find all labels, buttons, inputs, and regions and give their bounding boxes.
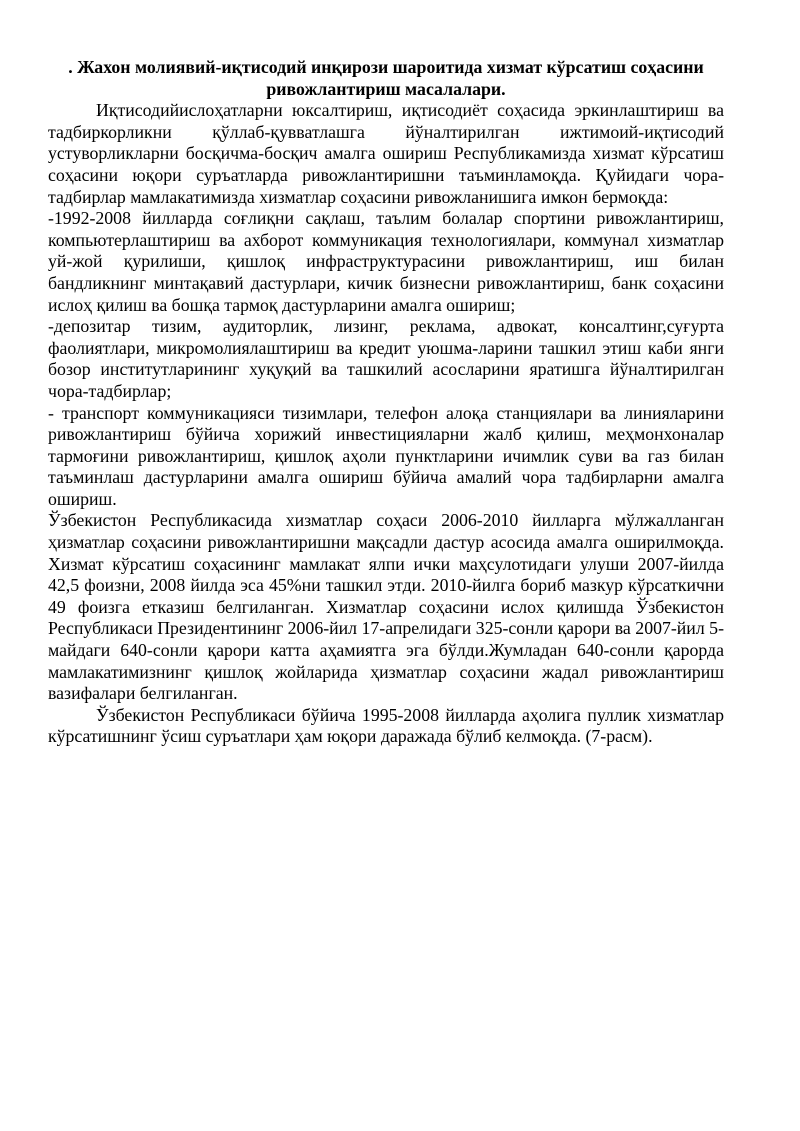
document-title-line-2: ривожлантириш масалалари. bbox=[266, 78, 506, 99]
paragraph-list-item-programs: -1992-2008 йилларда соғлиқни сақлаш, таълим болалар спортини ривожлантириш, компьютерлаштириш ва ахборот коммуникация технологиялари, коммунал хизматлар уй-жой қурилиши, қишлоқ инфраструктурасини ривожлантириш, иш билан бандликнинг минтақавий дастурлари, кичик бизнесни ривожлантириш, банк соҳасини ислоҳ қилиш ва бошқа тармоқ дастурларини амалга ошириш; bbox=[48, 208, 724, 315]
paragraph-list-item-transport: - транспорт коммуникацияси тизимлари, телефон алоқа станциялари ва линияларини ривожлантириш бўйича хорижий инвестицияларни жалб қилиш, меҳмонхоналар тармоғини ривожлантириш, қишлоқ аҳоли пунктларини ичимлик суви ва газ билан таъминлаш дастурларини амалга ошириш бўйича амалий чора тадбирларни амалга ошириш. bbox=[48, 402, 724, 509]
document-title-line-1: . Жахон молиявий-иқтисодий инқирози шароитида хизмат кўрсатиш соҳасини bbox=[68, 57, 704, 77]
paragraph-intro: Иқтисодийислоҳатларни юксалтириш, иқтисодиёт соҳасида эркинлаштириш ва тадбиркорликни қўллаб-қувватлашга йўналтирилган ижтимоий-иқтисодий устуворликларни босқичма-босқич амалга ошириш Республикамизда хизмат кўрсатиш соҳасини юқори суръатларда ривожлантиришни таъминламоқда. Қуйидаги чора-тадбирлар мамлакатимизда хизматлар соҳасини ривожланишига имкон бермоқда: bbox=[48, 100, 724, 207]
document-page bbox=[48, 57, 724, 748]
paragraph-list-item-institutions: -депозитар тизим, аудиторлик, лизинг, реклама, адвокат, консалтинг,суғурта фаолиятлари, микромолиялаштириш ва кредит уюшма-ларини ташкил этиш каби янги бозор институтларининг хуқуқий ва ташкилий асосларини яратишга йўналтирилган чора-тадбирлар; bbox=[48, 316, 724, 401]
document-title bbox=[48, 57, 724, 100]
paragraph-growth-rates: Ўзбекистон Республикаси бўйича 1995-2008 йилларда аҳолига пуллик хизматлар кўрсатишнинг ўсиш суръатлари ҳам юқори даражада бўлиб келмоқда. (7-расм). bbox=[48, 704, 724, 747]
paragraph-services-program: Ўзбекистон Республикасида хизматлар соҳаси 2006-2010 йилларга мўлжалланган ҳизматлар соҳасини ривожлантиришни мақсадли дастур асосида амалга оширилмоқда. Хизмат кўрсатиш соҳасининг мамлакат ялпи ички маҳсулотидаги улуши 2007-йилда 42,5 фоизни, 2008 йилда эса 45%ни ташкил этди. 2010-йилга бориб мазкур кўрсаткични 49 фоизга етказиш белгиланган. Хизматлар соҳасини ислох қилишда Ўзбекистон Республикаси Президентининг 2006-йил 17-апрелидаги 325-сонли қарори ва 2007-йил 5-майдаги 640-сонли қарори катта аҳамиятга эга бўлди.Жумладан 640-сонли қарорда мамлакатимизнинг қишлоқ жойларида ҳизматлар соҳасини жадал ривожлантириш вазифалари белгиланган. bbox=[48, 510, 724, 704]
